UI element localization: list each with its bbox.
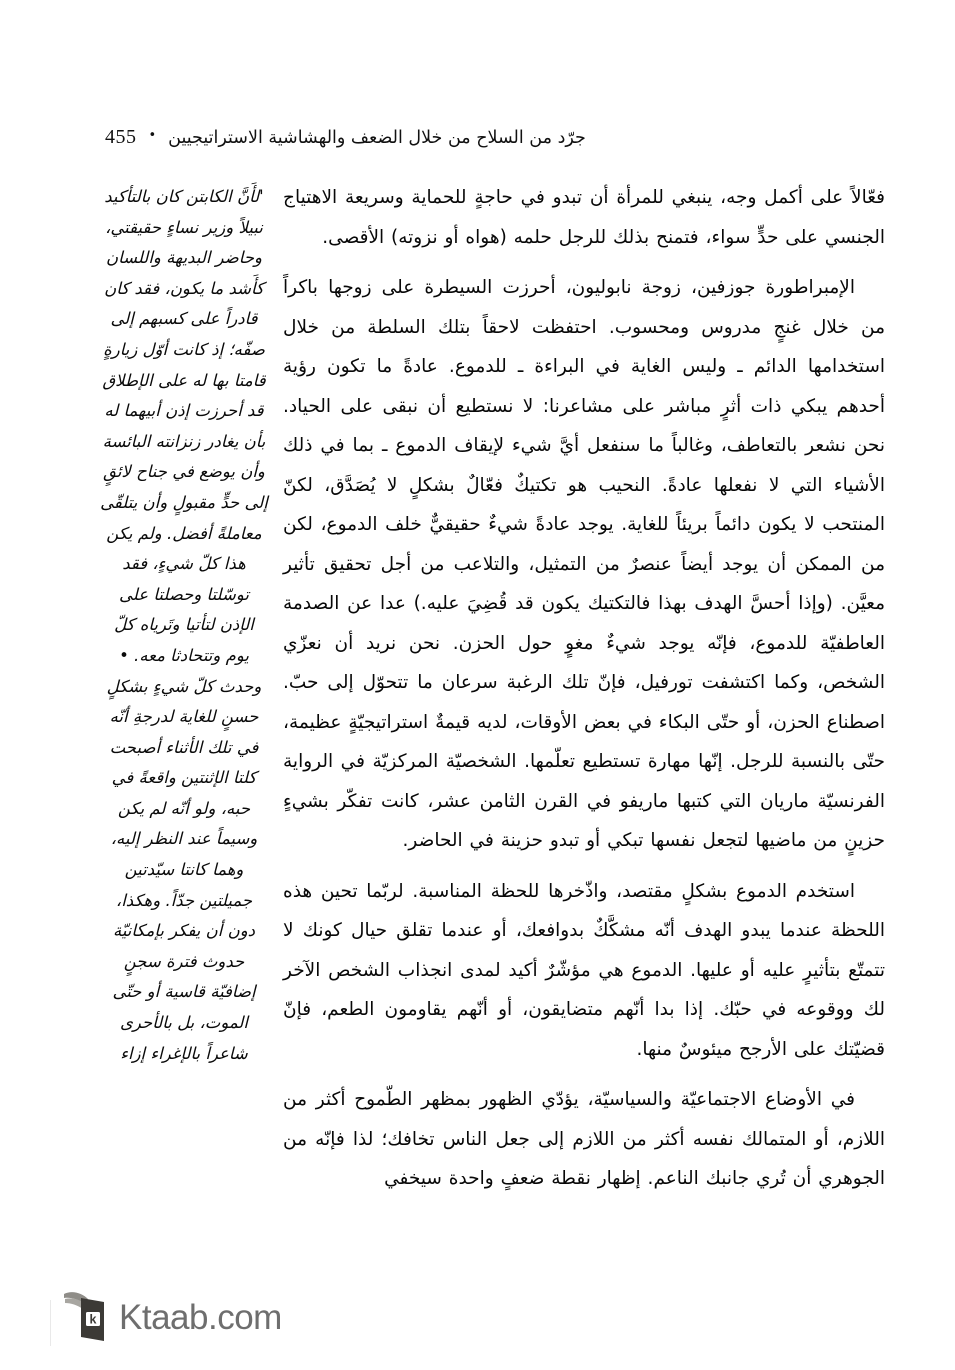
book-icon bbox=[62, 1288, 108, 1346]
main-text-column bbox=[283, 178, 885, 1210]
svg-text:k: k bbox=[89, 1312, 97, 1327]
margin-note-text: 'لأَنَّ الكابتن كان بالتأكيد نبيلاً وزير نساءٍ حقيقتي، وحاضر البديهة واللسان كأَشد ما يكون، فقد كان قادراً على كسبهم إلى صفّه؛ إذ كانت أوّل زيارةٍ قامتا بها له على الإطلاق قد أحرزت إذن أبيهما له بأن يغادر زنزانته البائسة وأن يوضع في جناح لائقٍ إلى حدٍّ مقبولٍ وأن يتلقّى معاملةً أفضل. ولم يكن هذا كلّ شيءٍ، فقد توسّلتا وحصلتا على الإذن لتأتيا وتَرياه كلّ يوم وتتحادثا معه. • وحدث كلّ شيءٍ بشكلٍ حسنٍ للغاية لدرجةِ أنّه في تلك الأثناء أصبحت كلتا الإثنتين واقعةً في حبه، ولو أنّه لم يكن وسيماً عند النظر إليه، وهما كانتا سيّدتين جميلتين جدّاً. وهكذا، دون أن يفكر بإمكانيّة حدوث فترة سجنٍ إضافيّة قاسية أو حتّى الموت، بل بالأحرى شاعراً بالإغراء إزاء bbox=[100, 187, 268, 1063]
page-number: 455 bbox=[105, 126, 137, 148]
paragraph-4: في الأوضاع الاجتماعيّة والسياسيّة، يؤدّي الظهور بمظهر الطّموح أكثر من اللازم، أو المتمالك نفسه أكثر من اللازم إلى جعل الناس تخافك؛ لذا فإنّه من الجوهري أن تُري جانبك الناعم. إظهار نقطة ضعفٍ واحدة سيخفي bbox=[283, 1089, 885, 1189]
watermark-label: Ktaab.com bbox=[119, 1297, 282, 1337]
site-watermark bbox=[62, 1288, 282, 1346]
running-head bbox=[105, 126, 885, 156]
chapter-title: جرّد من السلاح من خلال الضعف والهشاشية الاستراتيجيين bbox=[168, 128, 586, 148]
watermark-divider bbox=[50, 1300, 51, 1346]
header-separator-bullet: • bbox=[148, 128, 157, 143]
paragraph-3: استخدم الدموع بشكلٍ مقتصد، واذّخرها للحظة المناسبة. لربّما تحين هذه اللحظة عندما يبدو الهدف أنّه مشكَّكٌ بدوافعك، أو عندما تقلق حيال كونك لا تتمتّع بتأثيرٍ عليه أو عليها. الدموع هي مؤشّرٌ أكيد لمدى انجذاب الشخص الآخر لك ووقوعه في حبّك. إذا بدا أنّهم متضايقون، أو أنّهم يقاومون الطعم، فإنّ قضيّتك على الأرجح ميئوسٌ منها. bbox=[283, 880, 885, 1060]
paragraph-2: الإمبراطورة جوزفين، زوجة نابوليون، أحرزت السيطرة على زوجها باكراً من خلال غنجٍ مدروس ومحسوب. احتفظت لاحقاً بتلك السلطة من خلال استخدامها الدائم ـ وليس الغاية في البراءة ـ للدموع. عادةً ما تكون رؤية أحدهم يبكي ذات أثرٍ مباشر على مشاعرنا: لا نستطيع أن نبقى على الحياد. نحن نشعر بالتعاطف، وغالباً ما سنفعل أيَّ شيء لإيقاف الدموع ـ بما في ذلك الأشياء التي لا نفعلها عادةً. النحيب هو تكتيكٌ فعّالٌ بشكلٍ لا يُصَدَّق، لكنّ المنتحب لا يكون دائماً بريئاً للغاية. يوجد عادةً شيءٌ حقيقيٌّ خلف الدموع، لكن من الممكن أن يوجد أيضاً عنصرٌ من التمثيل، والتلاعب من أجل تحقيق تأثير معيَّن. (وإذا أحسَّ الهدف بهذا فالتكتيك يكون قد قُضِيَ عليه.) عدا عن الصدمة العاطفيّة للدموع، فإنّه يوجد شيءٌ مغوٍ حول الحزن. نحن نريد أن نعزّي الشخص، وكما اكتشفت تورفيل، فإنّ تلك الرغبة سرعان ما تتحوّل إلى حبّ. اصطناع الحزن، أو حتّى البكاء في بعض الأوقات، لديه قيمةٌ استراتيجيّةٍ عظيمة، حتّى بالنسبة للرجل. إنّها مهارة تستطيع تعلّمها. الشخصيّة المركزيّة في الرواية الفرنسيّة ماريان التي كتبها ماريفو في القرن الثامن عشر، كانت تفكّر بشيءٍ حزينٍ من ماضيها لتجعل نفسها تبكي أو تبدو حزينة في الحاضر. bbox=[283, 277, 885, 851]
margin-note-column bbox=[100, 182, 268, 1069]
paragraph-1: فعّالاً على أكمل وجه، ينبغي للمرأة أن تبدو في حاجةٍ للحماية وسريعة الاهتياج الجنسي على حدٍّ سواء، فتمنح بذلك للرجل حلمه (هواه أو نزوته) الأقصى. bbox=[283, 187, 885, 248]
